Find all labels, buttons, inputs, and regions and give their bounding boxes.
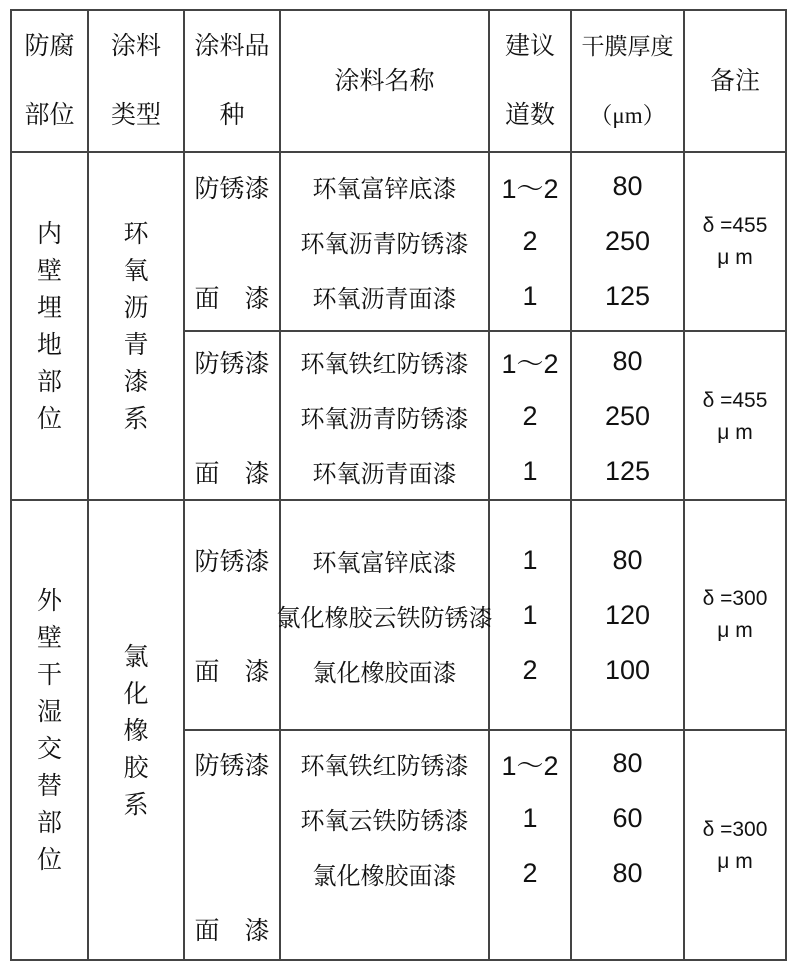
variety-label (185, 588, 279, 643)
subsection (185, 729, 785, 961)
coats-cell (490, 332, 572, 501)
coating-name: 环氧沥青面漆 (312, 287, 457, 313)
subsection-stack (185, 153, 785, 501)
coating-spec-table (10, 9, 787, 961)
remark-value: μ m (717, 420, 753, 444)
table-header (12, 11, 785, 153)
coats-value: 2 (522, 654, 538, 685)
coats-cell (490, 501, 572, 729)
thickness-value (572, 901, 683, 956)
header-line: 建议 (504, 33, 555, 60)
coating-type-label: 氯化橡胶系 (123, 643, 149, 819)
subsection-stack (185, 501, 785, 961)
coats-value: 1 (522, 456, 538, 486)
coats-value: 1～2 (501, 349, 559, 379)
remark-cell (685, 501, 785, 729)
remark-cell (685, 332, 785, 501)
subsection (185, 330, 785, 501)
remark-value: δ =300 (702, 587, 768, 610)
thickness-value: 100 (604, 654, 651, 685)
name-cell (281, 153, 490, 330)
header-anticorrosion-location (12, 11, 89, 151)
coats-value: 2 (522, 226, 538, 256)
coats-value: 2 (522, 858, 538, 888)
coating-name: 环氧富锌底漆 (312, 177, 457, 203)
thickness-value: 80 (612, 544, 643, 575)
header-line: 部位 (24, 102, 75, 129)
thickness-cell (572, 332, 685, 501)
coats-value: 1 (522, 544, 538, 575)
variety-cell (185, 731, 281, 961)
thickness-value: 80 (612, 171, 643, 201)
variety-label (185, 791, 279, 846)
thickness-value: 60 (612, 803, 643, 833)
coating-name: 环氧沥青防锈漆 (300, 407, 469, 433)
coating-name: 环氧铁红防锈漆 (300, 352, 469, 378)
coating-name: 氯化橡胶面漆 (312, 864, 457, 890)
coats-value: 1～2 (501, 751, 559, 781)
header-line: 涂料品 (194, 33, 270, 60)
variety-label: 防锈漆 (194, 549, 270, 576)
remark-value: μ m (717, 850, 753, 873)
variety-cell (185, 153, 281, 330)
header-remark (685, 11, 785, 151)
thickness-value: 120 (604, 599, 651, 630)
header-line: 防腐 (24, 33, 75, 60)
header-line: 种 (219, 102, 245, 129)
header-line: 类型 (110, 102, 161, 129)
coats-cell (490, 731, 572, 961)
variety-label: 防锈漆 (194, 175, 270, 203)
header-coating-variety (185, 11, 281, 151)
variety-label (185, 389, 279, 444)
variety-cell (185, 332, 281, 501)
coating-name: 氯化橡胶云铁防锈漆 (276, 605, 493, 632)
thickness-value: 250 (604, 401, 651, 431)
header-line: （μm） (589, 103, 666, 128)
variety-label: 面 漆 (194, 285, 270, 313)
header-line: 干膜厚度 (581, 34, 674, 59)
thickness-value: 80 (612, 858, 643, 888)
coating-name: 环氧铁红防锈漆 (300, 754, 469, 780)
name-cell (281, 332, 490, 501)
header-suggested-coats (490, 11, 572, 151)
thickness-cell (572, 153, 685, 330)
subsection (185, 501, 785, 729)
variety-label: 面 漆 (194, 659, 270, 686)
coats-value: 2 (522, 401, 538, 431)
header-coating-type (89, 11, 185, 151)
name-cell (281, 731, 490, 961)
variety-label: 防锈漆 (194, 350, 270, 378)
thickness-value: 80 (612, 346, 643, 376)
coating-name: 环氧富锌底漆 (312, 550, 457, 577)
coats-cell (490, 153, 572, 330)
coating-name (281, 901, 488, 956)
thickness-cell (572, 501, 685, 729)
coats-value: 1 (522, 599, 538, 630)
location-cell (12, 153, 89, 501)
coating-name: 氯化橡胶面漆 (312, 660, 457, 687)
coating-name: 环氧沥青面漆 (312, 462, 457, 488)
remark-value: δ =300 (702, 818, 768, 841)
remark-cell (685, 731, 785, 961)
variety-cell (185, 501, 281, 729)
coating-name: 环氧云铁防锈漆 (300, 809, 469, 835)
subsection (185, 153, 785, 330)
header-line: 涂料 (110, 33, 161, 60)
header-line: 道数 (504, 102, 555, 129)
table-half-outer-wall (12, 501, 785, 961)
header-dry-film-thickness (572, 11, 685, 151)
remark-cell (685, 153, 785, 330)
variety-label: 防锈漆 (194, 752, 270, 780)
thickness-cell (572, 731, 685, 961)
location-cell (12, 501, 89, 961)
remark-value: δ =455 (702, 213, 768, 237)
variety-label: 面 漆 (194, 460, 270, 488)
thickness-value: 125 (604, 456, 651, 486)
header-line: 涂料名称 (334, 67, 435, 95)
header-line: 备注 (709, 67, 760, 95)
remark-value: μ m (717, 245, 753, 269)
coats-value: 1 (522, 803, 538, 833)
coating-type-cell (89, 153, 185, 501)
location-label: 内壁埋地部位 (36, 221, 62, 433)
remark-value: δ =455 (702, 388, 768, 412)
name-cell (276, 501, 493, 729)
thickness-value: 250 (604, 226, 651, 256)
variety-label (185, 846, 279, 901)
coating-type-label: 环氧沥青漆系 (123, 221, 149, 433)
coats-value: 1 (522, 281, 538, 311)
remark-value: μ m (717, 619, 753, 642)
variety-label (185, 214, 279, 269)
coats-value (490, 901, 570, 956)
variety-label: 面 漆 (194, 917, 270, 945)
thickness-value: 80 (612, 748, 643, 778)
coating-type-cell (89, 501, 185, 961)
location-label: 外壁干湿交替部位 (36, 588, 62, 874)
coating-name: 环氧沥青防锈漆 (300, 232, 469, 258)
thickness-value: 125 (604, 281, 651, 311)
header-coating-name (281, 11, 490, 151)
coats-value: 1～2 (501, 174, 559, 204)
table-half-inner-wall (12, 153, 785, 501)
